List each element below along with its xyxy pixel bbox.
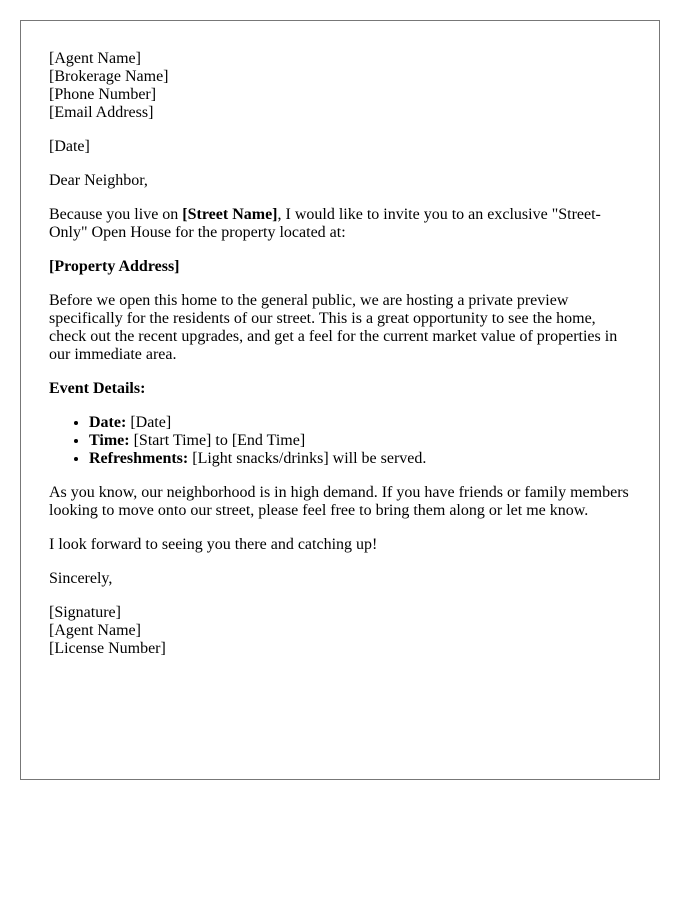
event-detail-refreshments <box>89 450 631 468</box>
sender-email-address: [Email Address] <box>49 104 154 121</box>
license-number: [License Number] <box>49 640 166 657</box>
event-detail-value: [Date] <box>126 414 172 431</box>
letter-date: [Date] <box>49 138 90 155</box>
body-paragraph: Before we open this home to the general public, we are hosting a private preview specifically for the residents of our street. This is a great opportunity to see the home, check out the recent upgrades, and get a feel for the current market value of properties in our immediate area. <box>49 292 618 363</box>
signoff: Sincerely, <box>49 570 113 587</box>
property-address: [Property Address] <box>49 258 180 275</box>
demand-paragraph: As you know, our neighborhood is in high demand. If you have friends or family members looking to move onto our street, please feel free to bring them along or let me know. <box>49 484 629 519</box>
event-detail-label: Time: <box>89 432 130 449</box>
signature-block <box>49 604 631 658</box>
event-detail-value: [Light snacks/drinks] will be served. <box>188 450 427 467</box>
intro-before: Because you live on <box>49 206 183 223</box>
event-detail-time <box>89 432 631 450</box>
event-details-heading: Event Details: <box>49 380 146 397</box>
event-details-list <box>49 414 631 468</box>
closing-paragraph: I look forward to seeing you there and catching up! <box>49 536 378 553</box>
sender-agent-name: [Agent Name] <box>49 50 141 67</box>
intro-paragraph <box>49 206 631 242</box>
sender-block <box>49 50 631 122</box>
event-detail-label: Refreshments: <box>89 450 189 467</box>
sender-phone-number: [Phone Number] <box>49 86 157 103</box>
event-detail-date <box>89 414 631 432</box>
signature: [Signature] <box>49 604 121 621</box>
sender-brokerage-name: [Brokerage Name] <box>49 68 169 85</box>
event-detail-value: [Start Time] to [End Time] <box>129 432 306 449</box>
event-detail-label: Date: <box>89 414 127 431</box>
letter-page <box>20 20 660 780</box>
signature-agent-name: [Agent Name] <box>49 622 141 639</box>
street-name: [Street Name] <box>182 206 278 223</box>
intro-after: , I would like to invite you to an exclusive "Street-Only" Open House for the property located at: <box>49 206 601 241</box>
greeting: Dear Neighbor, <box>49 172 148 189</box>
